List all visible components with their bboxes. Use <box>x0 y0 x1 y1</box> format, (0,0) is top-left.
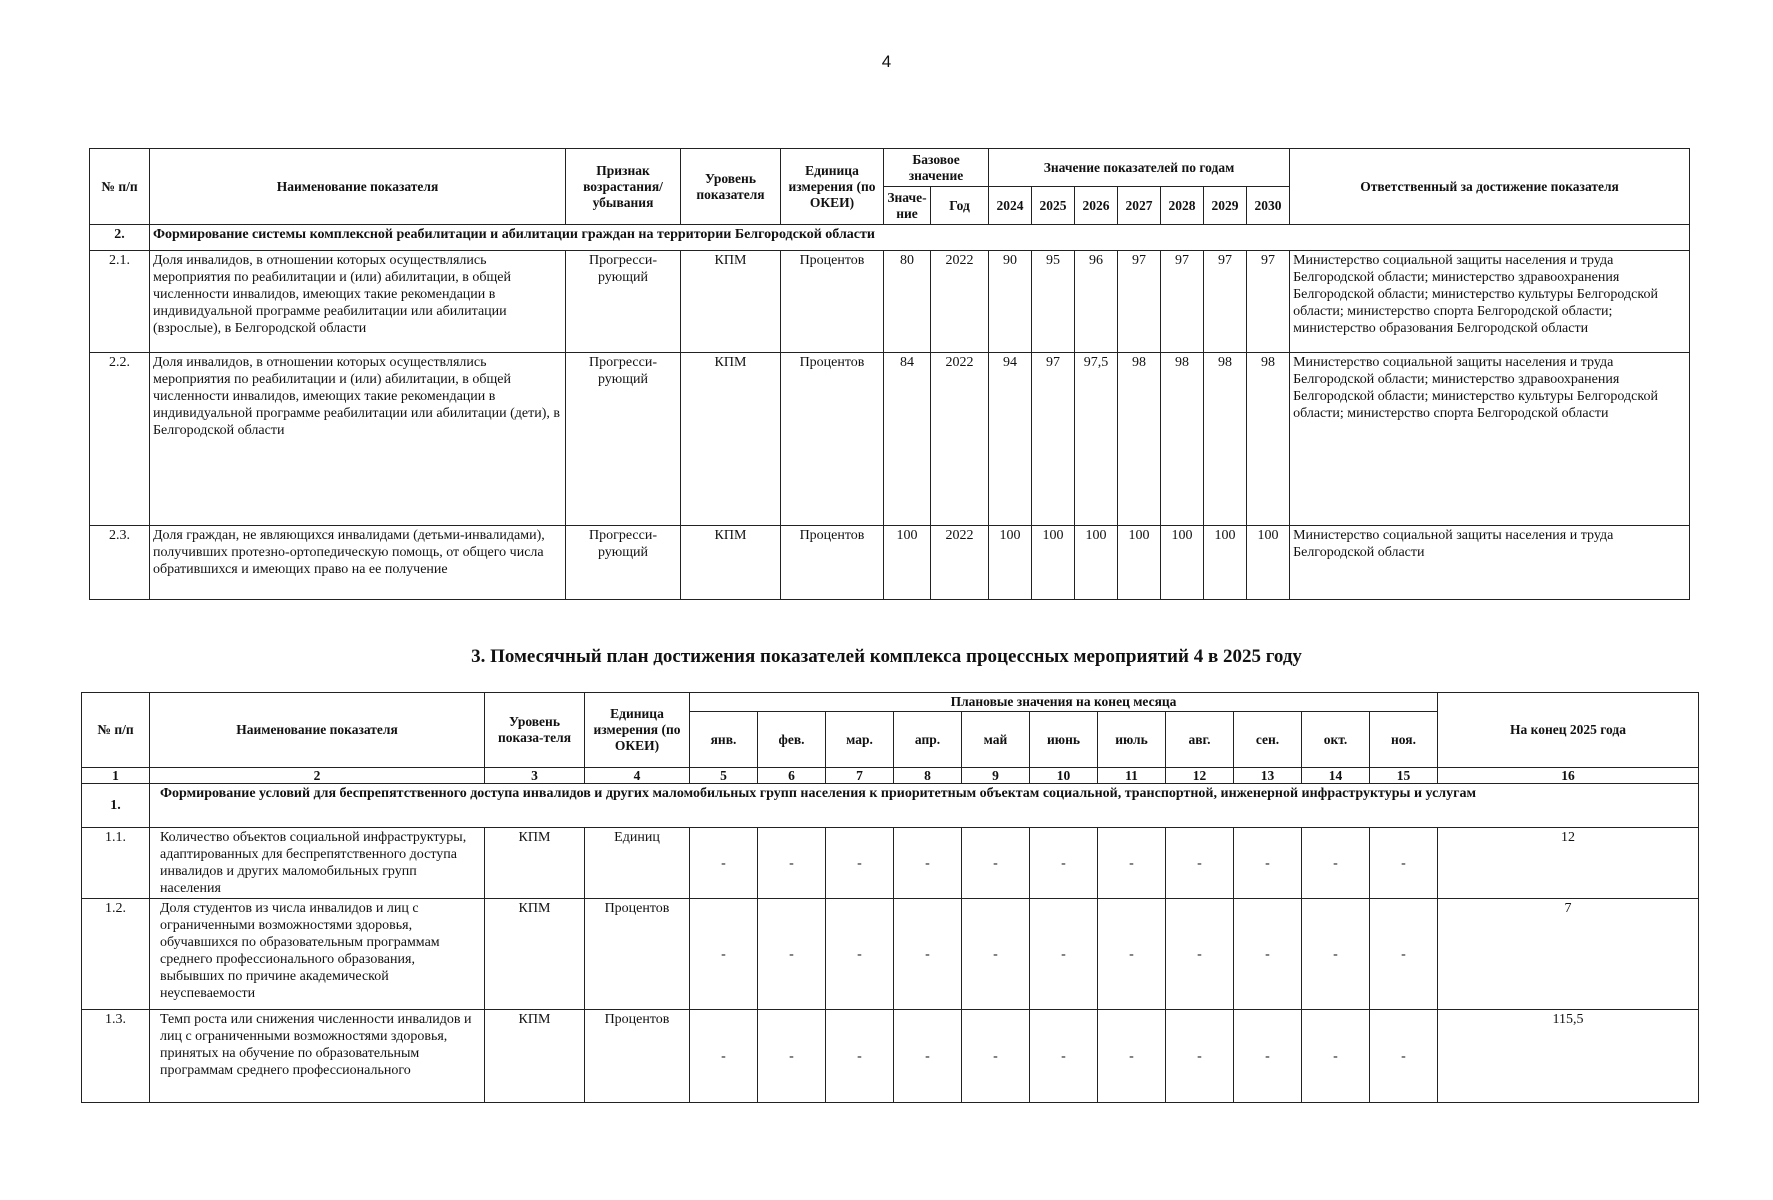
month-value: - <box>1370 899 1438 1010</box>
column-number: 7 <box>826 768 894 784</box>
month-value: - <box>826 899 894 1010</box>
year-end-value: 7 <box>1438 899 1699 1010</box>
row-value: 97,5 <box>1075 353 1118 526</box>
header-responsible: Ответственный за достижение показателя <box>1290 149 1690 225</box>
row-level: КПМ <box>681 526 781 600</box>
column-number: 1 <box>82 768 150 784</box>
header-num: № п/п <box>90 149 150 225</box>
month-value: - <box>1302 1010 1370 1103</box>
row-responsible: Министерство социальной защиты населения и труда Белгородской области; министерство здравоохранения Белгородской области; министерство культуры Белгородской области; министерство спорта Белгородской области <box>1290 353 1690 526</box>
section-title: Формирование системы комплексной реабилитации и абилитации граждан на территории Белгородской области <box>150 225 1690 251</box>
month-value: - <box>826 828 894 899</box>
header-num: № п/п <box>82 693 150 768</box>
row-num: 2.3. <box>90 526 150 600</box>
column-number: 15 <box>1370 768 1438 784</box>
year-end-value: 12 <box>1438 828 1699 899</box>
header-level: Уровень показа-теля <box>485 693 585 768</box>
section-title: Формирование условий для беспрепятственного доступа инвалидов и других маломобильных групп населения к приоритетным объектам социальной, транспортной, инженерной инфраструктуры и услугам <box>150 784 1699 828</box>
header-month: апр. <box>894 712 962 768</box>
indicators-table <box>89 148 1690 600</box>
row-name: Доля граждан, не являющихся инвалидами (детьми-инвалидами), получивших протезно-ортопедическую помощь, от общего числа обратившихся и имеющих право на ее получение <box>150 526 566 600</box>
row-num: 2.1. <box>90 251 150 353</box>
column-number: 13 <box>1234 768 1302 784</box>
row-value: 97 <box>1247 251 1290 353</box>
column-number: 14 <box>1302 768 1370 784</box>
column-number: 9 <box>962 768 1030 784</box>
month-value: - <box>1370 828 1438 899</box>
row-level: КПМ <box>485 899 585 1010</box>
header-month: сен. <box>1234 712 1302 768</box>
row-name: Доля студентов из числа инвалидов и лиц с ограниченными возможностями здоровья, обучавшихся по образовательным программам среднего профессионального образования, выбывших по причине академической неуспеваемости <box>150 899 485 1010</box>
month-value: - <box>962 899 1030 1010</box>
header-year: 2029 <box>1204 187 1247 225</box>
header-years-group: Значение показателей по годам <box>989 149 1290 187</box>
row-value: 97 <box>1032 353 1075 526</box>
column-number: 10 <box>1030 768 1098 784</box>
row-value: 94 <box>989 353 1032 526</box>
month-value: - <box>1302 899 1370 1010</box>
month-value: - <box>1030 828 1098 899</box>
table-row <box>90 526 1690 600</box>
header-month: фев. <box>758 712 826 768</box>
month-value: - <box>1234 1010 1302 1103</box>
header-name: Наименование показателя <box>150 693 485 768</box>
header-level: Уровень показателя <box>681 149 781 225</box>
row-unit: Единиц <box>585 828 690 899</box>
month-value: - <box>894 899 962 1010</box>
column-number: 2 <box>150 768 485 784</box>
month-value: - <box>690 1010 758 1103</box>
row-num: 1.3. <box>82 1010 150 1103</box>
row-unit: Процентов <box>781 251 884 353</box>
row-value: 90 <box>989 251 1032 353</box>
header-month: мар. <box>826 712 894 768</box>
row-value: 100 <box>1161 526 1204 600</box>
month-value: - <box>690 899 758 1010</box>
column-number: 8 <box>894 768 962 784</box>
column-number: 12 <box>1166 768 1234 784</box>
header-unit: Единица измерения (по ОКЕИ) <box>585 693 690 768</box>
header-year: 2026 <box>1075 187 1118 225</box>
month-value: - <box>1166 828 1234 899</box>
month-value: - <box>962 828 1030 899</box>
row-name: Доля инвалидов, в отношении которых осуществлялись мероприятия по реабилитации и (или) абилитации, в общей численности инвалидов, имеющих такие рекомендации в индивидуальной программе реабилитации или абилитации (дети), в Белгородской области <box>150 353 566 526</box>
section-num: 1. <box>82 784 150 828</box>
row-value: 100 <box>1247 526 1290 600</box>
table-row <box>90 353 1690 526</box>
row-unit: Процентов <box>585 899 690 1010</box>
row-value: 97 <box>1204 251 1247 353</box>
column-number: 3 <box>485 768 585 784</box>
month-value: - <box>1370 1010 1438 1103</box>
row-level: КПМ <box>681 251 781 353</box>
row-level: КПМ <box>681 353 781 526</box>
header-month: янв. <box>690 712 758 768</box>
month-value: - <box>1098 899 1166 1010</box>
row-value: 98 <box>1247 353 1290 526</box>
column-number: 16 <box>1438 768 1699 784</box>
header-months-group: Плановые значения на конец месяца <box>690 693 1438 712</box>
row-trend: Прогресси-рующий <box>566 353 681 526</box>
row-value: 100 <box>1204 526 1247 600</box>
row-base-value: 100 <box>884 526 931 600</box>
row-base-value: 84 <box>884 353 931 526</box>
row-value: 100 <box>1075 526 1118 600</box>
header-year: 2030 <box>1247 187 1290 225</box>
month-value: - <box>1234 899 1302 1010</box>
month-value: - <box>1030 1010 1098 1103</box>
header-trend: Признак возрастания/ убывания <box>566 149 681 225</box>
month-value: - <box>1166 899 1234 1010</box>
header-base: Базовое значение <box>884 149 989 187</box>
row-level: КПМ <box>485 1010 585 1103</box>
header-year-end: На конец 2025 года <box>1438 693 1699 768</box>
header-unit: Единица измерения (по ОКЕИ) <box>781 149 884 225</box>
header-month: июнь <box>1030 712 1098 768</box>
header-base-value: Значе-ние <box>884 187 931 225</box>
header-base-year: Год <box>931 187 989 225</box>
header-year: 2024 <box>989 187 1032 225</box>
header-month: май <box>962 712 1030 768</box>
row-level: КПМ <box>485 828 585 899</box>
month-value: - <box>1098 828 1166 899</box>
month-value: - <box>826 1010 894 1103</box>
monthly-plan-table <box>81 692 1699 1103</box>
column-number: 6 <box>758 768 826 784</box>
month-value: - <box>1302 828 1370 899</box>
table-row <box>82 1010 1699 1103</box>
month-value: - <box>894 1010 962 1103</box>
section-num: 2. <box>90 225 150 251</box>
row-name: Доля инвалидов, в отношении которых осуществлялись мероприятия по реабилитации и (или) абилитации, в общей численности инвалидов, имеющих такие рекомендации в индивидуальной программе реабилитации или абилитации (взрослые), в Белгородской области <box>150 251 566 353</box>
header-year: 2028 <box>1161 187 1204 225</box>
header-month: окт. <box>1302 712 1370 768</box>
row-num: 1.1. <box>82 828 150 899</box>
header-year: 2025 <box>1032 187 1075 225</box>
header-month: авг. <box>1166 712 1234 768</box>
table-row <box>90 251 1690 353</box>
row-value: 100 <box>989 526 1032 600</box>
table-row <box>82 828 1699 899</box>
header-name: Наименование показателя <box>150 149 566 225</box>
month-value: - <box>758 1010 826 1103</box>
row-responsible: Министерство социальной защиты населения и труда Белгородской области; министерство здравоохранения Белгородской области; министерство культуры Белгородской области; министерство спорта Белгородской области; министерство образования Белгородской области <box>1290 251 1690 353</box>
year-end-value: 115,5 <box>1438 1010 1699 1103</box>
header-month: июль <box>1098 712 1166 768</box>
row-trend: Прогресси-рующий <box>566 251 681 353</box>
row-responsible: Министерство социальной защиты населения и труда Белгородской области <box>1290 526 1690 600</box>
column-number: 5 <box>690 768 758 784</box>
month-value: - <box>690 828 758 899</box>
month-value: - <box>1098 1010 1166 1103</box>
month-value: - <box>1234 828 1302 899</box>
row-value: 98 <box>1118 353 1161 526</box>
header-month: ноя. <box>1370 712 1438 768</box>
row-name: Темп роста или снижения численности инвалидов и лиц с ограниченными возможностями здоровья, принятых на обучение по образовательным программам среднего профессионального <box>150 1010 485 1103</box>
row-unit: Процентов <box>585 1010 690 1103</box>
column-number: 11 <box>1098 768 1166 784</box>
row-base-year: 2022 <box>931 251 989 353</box>
row-name: Количество объектов социальной инфраструктуры, адаптированных для беспрепятственного доступа инвалидов и других маломобильных групп населения <box>150 828 485 899</box>
row-unit: Процентов <box>781 353 884 526</box>
column-number: 4 <box>585 768 690 784</box>
month-value: - <box>1030 899 1098 1010</box>
row-value: 100 <box>1032 526 1075 600</box>
row-base-year: 2022 <box>931 526 989 600</box>
row-base-year: 2022 <box>931 353 989 526</box>
row-num: 2.2. <box>90 353 150 526</box>
row-value: 98 <box>1204 353 1247 526</box>
row-value: 97 <box>1118 251 1161 353</box>
row-unit: Процентов <box>781 526 884 600</box>
row-value: 95 <box>1032 251 1075 353</box>
table-row <box>82 899 1699 1010</box>
row-num: 1.2. <box>82 899 150 1010</box>
row-value: 100 <box>1118 526 1161 600</box>
row-trend: Прогресси-рующий <box>566 526 681 600</box>
row-base-value: 80 <box>884 251 931 353</box>
row-value: 98 <box>1161 353 1204 526</box>
month-value: - <box>758 899 826 1010</box>
month-value: - <box>962 1010 1030 1103</box>
month-value: - <box>1166 1010 1234 1103</box>
row-value: 97 <box>1161 251 1204 353</box>
month-value: - <box>894 828 962 899</box>
monthly-plan-title: 3. Помесячный план достижения показателей комплекса процессных мероприятий 4 в 2025 году <box>471 646 1302 667</box>
page-number: 4 <box>881 52 892 71</box>
row-value: 96 <box>1075 251 1118 353</box>
month-value: - <box>758 828 826 899</box>
header-year: 2027 <box>1118 187 1161 225</box>
